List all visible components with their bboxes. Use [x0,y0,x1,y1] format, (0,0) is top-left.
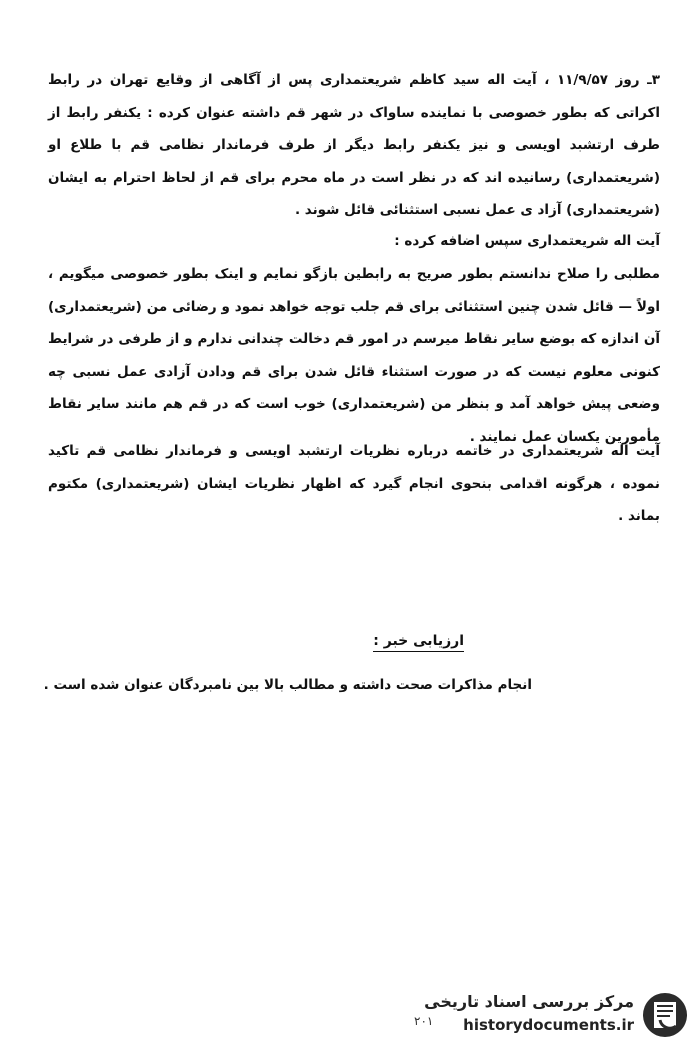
page-number: ۲۰۱ [414,1014,434,1028]
evaluation-heading: ارزیابی خبر : [373,633,464,652]
logo-text-en: historydocuments.ir [463,1016,634,1034]
paragraph-private-statement: مطلبی را صلاح ندانستم بطور صریح به رابطین بازگو نمایم و اینک بطور خصوصی میگویم ، اولاً — قائل شدن چنین استثنائی برای قم جلب توجه خواهد نمود و رضائی من (شریعتمداری) آن اندازه که بوضع سایر نقاط میرسم در امور قم دخالت چندانی ندارم و از طرفی در شرایط کنونی معلوم نیست که در صورت استثناء قائل شدن برای قم ودادن آزادی عمل نسبی چه وضعی پیش خواهد آمد و بنظر من (شریعتمداری) خوب است که در قم هم مانند سایر نقاط مأمورین یکسان عمل نمایند . [48,266,660,445]
logo-text-fa: مرکز بررسی اسناد تاریخی [424,992,634,1011]
paragraph-addition-intro: آیت اله شریعتمداری سپس اضافه کرده : [394,233,660,249]
paragraph-conclusion: آیت اله شریعتمداری در خاتمه درباره نظریات ارتشبد اویسی و فرماندار نظامی قم تاکید نموده ، هرگونه اقدامی بنحوی انجام گیرد که اظهار نظریات ایشان (شریعتمداری) مکتوم بماند . [48,443,660,524]
document-center-logo-icon [640,990,690,1040]
watermark-logo [408,988,698,1048]
evaluation-text: انجام مذاکرات صحت داشته و مطالب بالا بین نامبردگان عنوان شده است . [43,677,532,693]
paragraph-report: ۳ـ روز ۱۱/۹/۵۷ ، آیت اله سید کاظم شریعتمداری پس از آگاهی از وقایع تهران در رابط اکراتی که بطور خصوصی با نماینده ساواک در شهر قم داشته عنوان کرده : یکنفر رابط از طرف ارتشبد اویسی و نیز یکنفر رابط دیگر از طرف فرماندار نظامی قم با طلاع او (شریعتمداری) رسانیده اند که در نظر است در ماه محرم برای قم از لحاظ احترام به ایشان (شریعتمداری) آزاد ی عمل نسبی استثنائی قائل شوند . [48,72,660,218]
